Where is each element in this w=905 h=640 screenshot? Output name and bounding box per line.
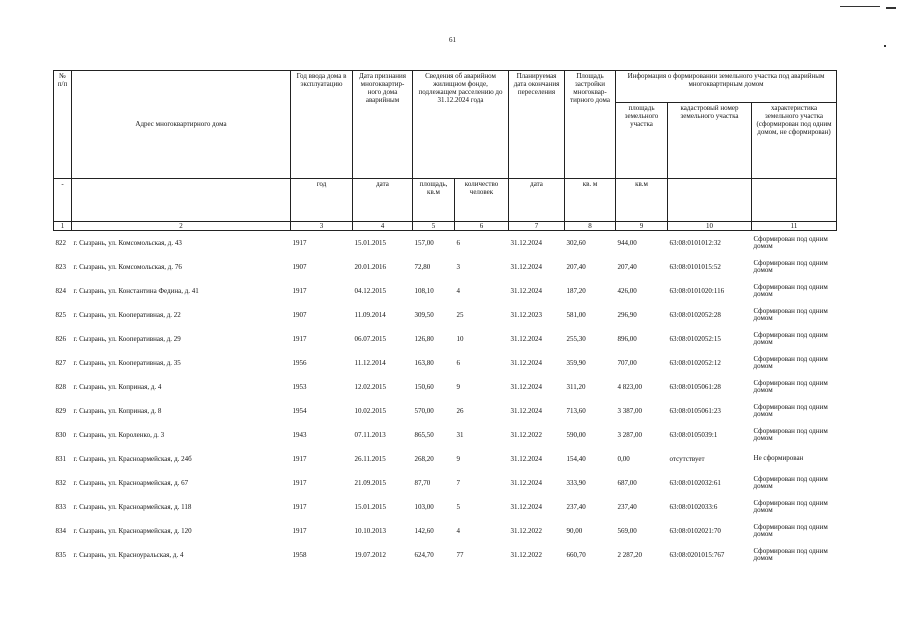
unit-cadastral	[668, 179, 752, 222]
table-row	[54, 303, 837, 327]
cell-address: г. Сызрань, ул. Красноармейская, д. 24б	[73, 455, 192, 464]
cell-number: 826	[55, 335, 66, 344]
page-number: 61	[449, 36, 456, 44]
cell-planned-date: 31.12.2024	[510, 455, 543, 464]
cell-people: 7	[456, 479, 460, 488]
cell-address: г. Сызрань, ул. Красноармейская, д. 120	[73, 527, 192, 536]
table-row	[54, 351, 837, 375]
cell-planned-date: 31.12.2024	[510, 239, 543, 248]
header-emergency-fund: Сведения об аварийном жилищном фонде, подлежащем расселению до 31.12.2024 года	[413, 71, 509, 179]
cell-status: Сформирован под одним домом	[753, 546, 828, 563]
cell-area: 87,70	[414, 479, 431, 488]
header-characteristic: характеристика земельного участка (сформирован под одним домом, не сформирован)	[752, 103, 837, 179]
table-row	[54, 471, 837, 495]
cell-build-area: 713,60	[566, 407, 586, 416]
column-number: 2	[72, 222, 291, 231]
column-number: 5	[413, 222, 455, 231]
cell-address: г. Сызрань, ул. Кооперативная, д. 22	[73, 311, 181, 320]
cell-status: Сформирован под одним домом	[753, 306, 828, 323]
cell-status: Сформирован под одним домом	[753, 522, 828, 539]
cell-address: г. Сызрань, ул. Комсомольская, д. 43	[73, 239, 182, 248]
table-row	[54, 255, 837, 279]
cell-area: 150,60	[414, 383, 434, 392]
column-number: 9	[616, 222, 668, 231]
cell-cadastral: 63:08:0101015:52	[669, 263, 721, 272]
cell-people: 10	[456, 335, 464, 344]
cell-planned-date: 31.12.2022	[510, 551, 543, 560]
cell-address: г. Сызрань, ул. Коприная, д. 4	[73, 383, 162, 392]
cell-planned-date: 31.12.2024	[510, 263, 543, 272]
scan-mark	[840, 6, 880, 7]
cell-people: 4	[456, 287, 460, 296]
column-numbers-row	[54, 222, 837, 231]
cell-land-area: 569,00	[617, 527, 637, 536]
cell-land-area: 426,00	[617, 287, 637, 296]
cell-area: 865,50	[414, 431, 434, 440]
unit-year: год	[291, 179, 353, 222]
cell-year: 1956	[292, 359, 307, 368]
cell-recognition-date: 04.12.2015	[354, 287, 386, 296]
cell-year: 1958	[292, 551, 307, 560]
unit-characteristic	[752, 179, 837, 222]
cell-year: 1917	[292, 455, 307, 464]
cell-recognition-date: 26.11.2015	[354, 455, 386, 464]
cell-build-area: 302,60	[566, 239, 586, 248]
header-build-area: Площадь застройки многоквар-тирного дома	[565, 71, 616, 179]
cell-status: Сформирован под одним домом	[753, 330, 828, 347]
cell-build-area: 90,00	[566, 527, 583, 536]
column-number: 7	[509, 222, 565, 231]
table-row	[54, 279, 837, 303]
cell-cadastral: 63:08:0105061:23	[669, 407, 721, 416]
cell-cadastral: 63:08:0102033:6	[669, 503, 718, 512]
cell-area: 103,00	[414, 503, 434, 512]
cell-planned-date: 31.12.2024	[510, 335, 543, 344]
cell-cadastral: 63:08:0105039:1	[669, 431, 718, 440]
cell-number: 829	[55, 407, 66, 416]
cell-area: 157,00	[414, 239, 434, 248]
cell-people: 9	[456, 383, 460, 392]
cell-year: 1953	[292, 383, 307, 392]
scan-mark	[884, 45, 886, 47]
column-number: 10	[668, 222, 752, 231]
cell-number: 835	[55, 551, 66, 560]
cell-status: Сформирован под одним домом	[753, 234, 828, 251]
cell-year: 1907	[292, 311, 307, 320]
cell-planned-date: 31.12.2023	[510, 311, 543, 320]
cell-number: 822	[55, 239, 66, 248]
cell-cadastral: 63:08:0102052:28	[669, 311, 721, 320]
cell-year: 1907	[292, 263, 307, 272]
cell-address: г. Сызрань, ул. Красноуральская, д. 4	[73, 551, 184, 560]
cell-cadastral: 63:08:0102021:70	[669, 527, 721, 536]
cell-year: 1917	[292, 239, 307, 248]
scan-mark	[886, 7, 896, 9]
table-row	[54, 423, 837, 447]
cell-build-area: 187,20	[566, 287, 586, 296]
cell-year: 1943	[292, 431, 307, 440]
unit-number: -	[54, 179, 72, 222]
table-row	[54, 495, 837, 519]
column-number: 8	[565, 222, 616, 231]
column-number: 6	[455, 222, 509, 231]
cell-area: 142,60	[414, 527, 434, 536]
cell-year: 1917	[292, 335, 307, 344]
table-header	[54, 71, 837, 231]
cell-people: 4	[456, 527, 460, 536]
cell-recognition-date: 11.09.2014	[354, 311, 386, 320]
cell-number: 827	[55, 359, 66, 368]
header-recognition-date: Дата признания многоквартир-ного дома аварийным	[353, 71, 413, 179]
cell-recognition-date: 10.10.2013	[354, 527, 386, 536]
cell-land-area: 4 823,00	[617, 383, 643, 392]
cell-year: 1954	[292, 407, 307, 416]
cell-recognition-date: 06.07.2015	[354, 335, 386, 344]
cell-planned-date: 31.12.2024	[510, 503, 543, 512]
cell-address: г. Сызрань, ул. Красноармейская, д. 67	[73, 479, 189, 488]
cell-recognition-date: 21.09.2015	[354, 479, 386, 488]
table-row	[54, 375, 837, 399]
housing-table	[53, 70, 837, 567]
cell-cadastral: отсутствует	[669, 455, 705, 464]
cell-land-area: 896,00	[617, 335, 637, 344]
cell-area: 126,80	[414, 335, 434, 344]
cell-address: г. Сызрань, ул. Короленко, д. 3	[73, 431, 165, 440]
table-row	[54, 543, 837, 567]
cell-area: 570,00	[414, 407, 434, 416]
cell-build-area: 359,90	[566, 359, 586, 368]
cell-recognition-date: 07.11.2013	[354, 431, 386, 440]
cell-planned-date: 31.12.2024	[510, 359, 543, 368]
cell-people: 9	[456, 455, 460, 464]
cell-area: 309,50	[414, 311, 434, 320]
cell-land-area: 207,40	[617, 263, 637, 272]
cell-status: Сформирован под одним домом	[753, 402, 828, 419]
cell-address: г. Сызрань, ул. Константина Федина, д. 41	[73, 287, 199, 296]
cell-cadastral: 63:08:0105061:28	[669, 383, 721, 392]
unit-build-area: кв. м	[565, 179, 616, 222]
cell-recognition-date: 11.12.2014	[354, 359, 386, 368]
cell-number: 825	[55, 311, 66, 320]
header-address: Адрес многоквартирного дома	[72, 71, 291, 179]
cell-cadastral: 63:08:0101020:116	[669, 287, 725, 296]
cell-recognition-date: 10.02.2015	[354, 407, 386, 416]
header-year: Год ввода дома в эксплуатацию	[291, 71, 353, 179]
cell-build-area: 590,00	[566, 431, 586, 440]
cell-land-area: 707,00	[617, 359, 637, 368]
cell-number: 823	[55, 263, 66, 272]
units-row	[54, 179, 837, 222]
column-number: 3	[291, 222, 353, 231]
cell-cadastral: 63:08:0102032:61	[669, 479, 721, 488]
cell-people: 26	[456, 407, 464, 416]
unit-planned-date: дата	[509, 179, 565, 222]
unit-people: количество человек	[455, 179, 509, 222]
cell-planned-date: 31.12.2024	[510, 407, 543, 416]
cell-people: 25	[456, 311, 464, 320]
cell-number: 833	[55, 503, 66, 512]
column-number: 11	[752, 222, 837, 231]
cell-cadastral: 63:08:0102052:15	[669, 335, 721, 344]
cell-area: 624,70	[414, 551, 434, 560]
cell-number: 831	[55, 455, 66, 464]
cell-status: Сформирован под одним домом	[753, 354, 828, 371]
cell-area: 72,80	[414, 263, 431, 272]
table-row	[54, 519, 837, 543]
cell-cadastral: 63:08:0101012:32	[669, 239, 721, 248]
cell-address: г. Сызрань, ул. Кооперативная, д. 29	[73, 335, 181, 344]
cell-area: 268,20	[414, 455, 434, 464]
cell-status: Сформирован под одним домом	[753, 426, 828, 443]
cell-land-area: 3 287,00	[617, 431, 643, 440]
table-row	[54, 399, 837, 423]
cell-planned-date: 31.12.2022	[510, 431, 543, 440]
column-number: 4	[353, 222, 413, 231]
cell-address: г. Сызрань, ул. Кооперативная, д. 35	[73, 359, 181, 368]
cell-land-area: 944,00	[617, 239, 637, 248]
cell-people: 5	[456, 503, 460, 512]
cell-build-area: 660,70	[566, 551, 586, 560]
cell-number: 824	[55, 287, 66, 296]
cell-land-area: 2 287,20	[617, 551, 643, 560]
table-body	[54, 231, 837, 568]
table-row	[54, 447, 837, 471]
cell-planned-date: 31.12.2022	[510, 527, 543, 536]
cell-recognition-date: 15.01.2015	[354, 239, 386, 248]
header-planned-date: Планируемая дата окончания переселения	[509, 71, 565, 179]
cell-build-area: 255,30	[566, 335, 586, 344]
cell-number: 828	[55, 383, 66, 392]
cell-year: 1917	[292, 503, 307, 512]
table-row	[54, 231, 837, 256]
cell-planned-date: 31.12.2024	[510, 287, 543, 296]
cell-land-area: 3 387,00	[617, 407, 643, 416]
unit-area: площадь, кв.м	[413, 179, 455, 222]
cell-build-area: 207,40	[566, 263, 586, 272]
cell-recognition-date: 19.07.2012	[354, 551, 386, 560]
cell-people: 6	[456, 239, 460, 248]
cell-land-area: 296,90	[617, 311, 637, 320]
header-cadastral: кадастровый номер земельного участка	[668, 103, 752, 179]
cell-year: 1917	[292, 479, 307, 488]
cell-cadastral: 63:08:0201015:767	[669, 551, 725, 560]
cell-recognition-date: 15.01.2015	[354, 503, 386, 512]
cell-people: 31	[456, 431, 464, 440]
cell-status: Сформирован под одним домом	[753, 378, 828, 395]
cell-people: 77	[456, 551, 464, 560]
cell-status: Сформирован под одним домом	[753, 498, 828, 515]
cell-year: 1917	[292, 527, 307, 536]
cell-year: 1917	[292, 287, 307, 296]
cell-number: 834	[55, 527, 66, 536]
cell-planned-date: 31.12.2024	[510, 383, 543, 392]
cell-status: Сформирован под одним домом	[753, 258, 828, 275]
cell-planned-date: 31.12.2024	[510, 479, 543, 488]
cell-build-area: 237,40	[566, 503, 586, 512]
cell-land-area: 237,40	[617, 503, 637, 512]
cell-number: 832	[55, 479, 66, 488]
unit-recognition-date: дата	[353, 179, 413, 222]
unit-address	[72, 179, 291, 222]
header-number: № п/п	[54, 71, 72, 179]
cell-address: г. Сызрань, ул. Комсомольская, д. 76	[73, 263, 182, 272]
table-row	[54, 327, 837, 351]
cell-address: г. Сызрань, ул. Красноармейская, д. 118	[73, 503, 192, 512]
column-number: 1	[54, 222, 72, 231]
cell-land-area: 687,00	[617, 479, 637, 488]
cell-build-area: 154,40	[566, 455, 586, 464]
cell-cadastral: 63:08:0102052:12	[669, 359, 721, 368]
unit-land-area: кв.м	[616, 179, 668, 222]
cell-area: 108,10	[414, 287, 434, 296]
cell-recognition-date: 12.02.2015	[354, 383, 386, 392]
cell-build-area: 333,90	[566, 479, 586, 488]
cell-recognition-date: 20.01.2016	[354, 263, 386, 272]
cell-status: Сформирован под одним домом	[753, 474, 828, 491]
cell-build-area: 311,20	[566, 383, 586, 392]
cell-build-area: 581,00	[566, 311, 586, 320]
cell-address: г. Сызрань, ул. Коприная, д. 8	[73, 407, 162, 416]
cell-status: Сформирован под одним домом	[753, 282, 828, 299]
cell-area: 163,80	[414, 359, 434, 368]
cell-people: 3	[456, 263, 460, 272]
cell-people: 6	[456, 359, 460, 368]
cell-status: Не сформирован	[753, 454, 804, 463]
cell-land-area: 0,00	[617, 455, 630, 464]
header-land-area: площадь земельного участка	[616, 103, 668, 179]
cell-number: 830	[55, 431, 66, 440]
header-land-info: Информация о формировании земельного участка под аварийным многоквартирным домом	[616, 71, 837, 103]
